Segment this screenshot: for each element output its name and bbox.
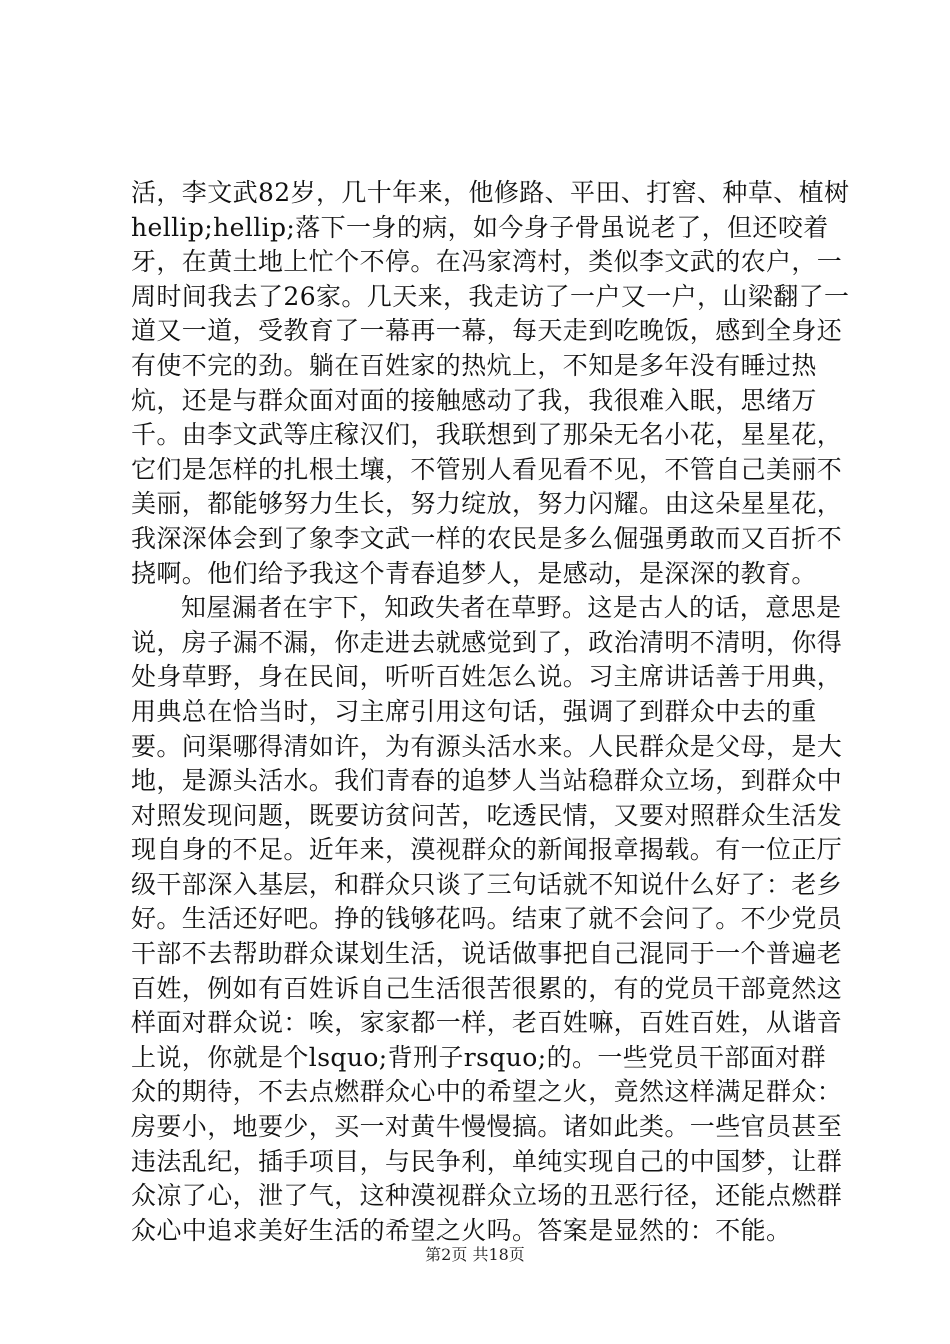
paragraph-2: 知屋漏者在宇下，知政失者在草野。这是古人的话，意思是说，房子漏不漏，你走进去就感觉到了，政治清明不清明，你得处身草野，身在民间，听听百姓怎么说。习主席讲话善于用典，用典总在恰当时，习主席引用这句话，强调了到群众中去的重要。问渠哪得清如许，为有源头活水来。人民群众是父母，是大地，是源头活水。我们青春的追梦人当站稳群众立场，到群众中对照发现问题，既要访贫问苦，吃透民情，又要对照群众生活发现自身的不足。近年来，漠视群众的新闻报章揭载。有一位正厅级干部深入基层，和群众只谈了三句话就不知说什么好了：老乡好。生活还好吧。挣的钱够花吗。结束了就不会问了。不少党员干部不去帮助群众谋划生活，说话做事把自己混同于一个普遍老百姓，例如有百姓诉自己生活很苦很累的，有的党员干部竟然这样面对群众说：唉，家家都一样，老百姓嘛，百姓百姓，从谐音上说，你就是个lsquo;背刑子rsquo;的。一些党员干部面对群众的期待，不去点燃群众心中的希望之火，竟然这样满足群众：房要小，地要少，买一对黄牛慢慢搞。诸如此类。一些官员甚至违法乱纪，插手项目，与民争利，单纯实现自己的中国梦，让群众凉了心，泄了气，这种漠视群众立场的丑恶行径，还能点燃群众心中追求美好生活的希望之火吗。答案是显然的：不能。: [131, 593, 843, 1245]
page-number-footer: 第2页 共18页: [425, 1245, 525, 1264]
document-body: [131, 176, 851, 1248]
paragraph-1: 活，李文武82岁，几十年来，他修路、平田、打窖、种草、植树hellip;hellip;落下一身的病，如今身子骨虽说老了，但还咬着牙，在黄土地上忙个不停。在冯家湾村，类似李文武的农户，一周时间我去了26家。几天来，我走访了一户又一户，山梁翻了一道又一道，受教育了一幕再一幕，每天走到吃晚饭，感到全身还有使不完的劲。躺在百姓家的热炕上，不知是多年没有睡过热炕，还是与群众面对面的接触感动了我，我很难入眠，思绪万千。由李文武等庄稼汉们，我联想到了那朵无名小花，星星花，它们是怎样的扎根土壤，不管别人看见看不见，不管自己美丽不美丽，都能够努力生长，努力绽放，努力闪耀。由这朵星星花，我深深体会到了象李文武一样的农民是多么倔强勇敢而又百折不挠啊。他们给予我这个青春追梦人，是感动，是深深的教育。: [131, 178, 850, 588]
